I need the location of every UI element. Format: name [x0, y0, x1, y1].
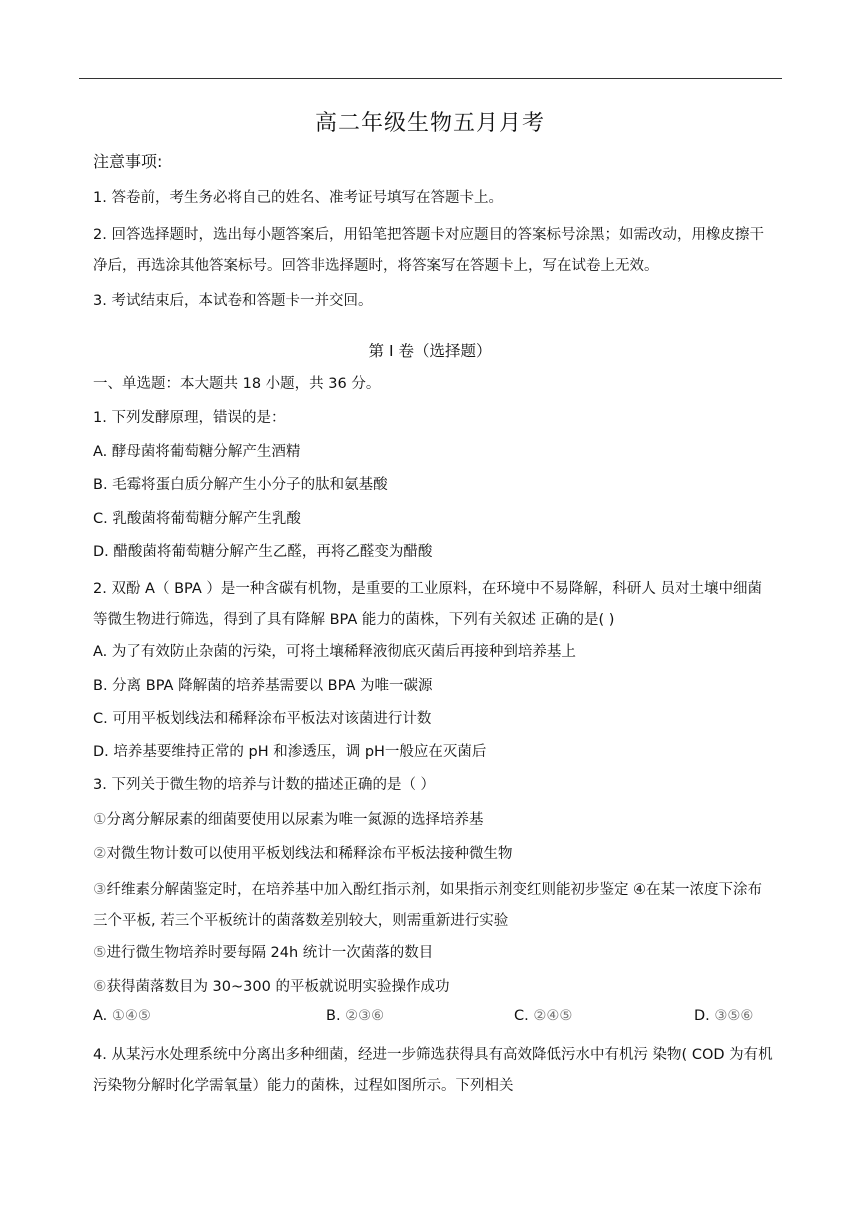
q1-option-c: C. 乳酸菌将葡萄糖分解产生乳酸	[93, 511, 301, 527]
notice-3: 3. 考试结束后，本试卷和答题卡一并交回。	[93, 293, 373, 309]
notice-2: 2. 回答选择题时，选出每小题答案后，用铅笔把答题卡对应题目的答案标号涂黑；如需改动，用橡皮擦干净后，再选涂其他答案标号。回答非选择题时，将答案写在答题卡上，写在试卷上无效。	[93, 227, 764, 274]
q3-item-1-text: 分离分解尿素的细菌要使用以尿素为唯一氮源的选择培养基	[106, 812, 484, 828]
q3-choice-b	[326, 1008, 384, 1024]
q2-option-b: B. 分离 BPA 降解菌的培养基需要以 BPA 为唯一碳源	[93, 678, 433, 694]
q3-choice-c	[514, 1008, 572, 1024]
q3-choice-a-value: ①④⑤	[111, 1008, 151, 1024]
q3-choice-a-label: A.	[93, 1008, 108, 1024]
notice-heading: 注意事项:	[93, 152, 163, 171]
q3-item-5-text: 进行微生物培养时要每隔 24h 统计一次菌落的数目	[106, 945, 434, 961]
q3-stem: 3. 下列关于微生物的培养与计数的描述正确的是（ ）	[93, 777, 436, 793]
q3-item-2-mark: ②	[93, 844, 107, 862]
q4-stem: 4. 从某污水处理系统中分离出多种细菌，经进一步筛选获得具有高效降低污水中有机污 染物( COD 为有机污染物分解时化学需氧量）能力的菌株，过程如图所示。下列相关	[93, 1047, 773, 1094]
q3-item-3-mark: ③	[93, 880, 107, 898]
q3-item-6-mark: ⑥	[93, 977, 107, 995]
q3-item-5	[93, 942, 433, 963]
q1-option-a: A. 酵母菌将葡萄糖分解产生酒精	[93, 444, 301, 460]
q2-option-d: D. 培养基要维持正常的 pH 和渗透压，调 pH一般应在灭菌后	[93, 744, 487, 760]
q3-item-3	[93, 874, 773, 937]
q3-choice-b-value: ②③⑥	[345, 1008, 385, 1024]
q3-item-2	[93, 843, 512, 864]
q3-item-1	[93, 809, 483, 830]
q3-item-3-text: 纤维素分解菌鉴定时，在培养基中加入酚红指示剂，如果指示剂变红则能初步鉴定 ④在某一浓度下涂布三个平板, 若三个平板统计的菌落数差别较大，则需重新进行实验	[93, 882, 763, 929]
notice-1: 1. 答卷前，考生务必将自己的姓名、准考证号填写在答题卡上。	[93, 190, 503, 206]
q3-choice-d-value: ③⑤⑥	[714, 1008, 754, 1024]
q2-option-a: A. 为了有效防止杂菌的污染，可将土壤稀释液彻底灭菌后再接种到培养基上	[93, 644, 576, 660]
q3-choice-c-value: ②④⑤	[533, 1008, 573, 1024]
q2-option-c: C. 可用平板划线法和稀释涂布平板法对该菌进行计数	[93, 711, 432, 727]
q3-item-6	[93, 976, 449, 997]
q3-choice-c-label: C.	[514, 1008, 529, 1024]
q1-option-b: B. 毛霉将蛋白质分解产生小分子的肽和氨基酸	[93, 477, 388, 493]
q3-item-1-mark: ①	[93, 810, 107, 828]
part-intro: 一、单选题：本大题共 18 小题，共 36 分。	[93, 376, 381, 392]
page-title: 高二年级生物五月月考	[314, 111, 545, 136]
q3-item-2-text: 对微生物计数可以使用平板划线法和稀释涂布平板法接种微生物	[106, 846, 513, 862]
q3-choice-d	[694, 1008, 753, 1024]
q3-choice-d-label: D.	[694, 1008, 710, 1024]
q3-item-5-mark: ⑤	[93, 943, 107, 961]
q3-choice-b-label: B.	[326, 1008, 341, 1024]
section-title: 第 I 卷（选择题）	[368, 342, 492, 360]
header-rule	[79, 78, 782, 79]
q2-stem: 2. 双酚 A（ BPA ）是一种含碳有机物，是重要的工业原料，在环境中不易降解，科研人 员对土壤中细菌等微生物进行筛选，得到了具有降解 BPA 能力的菌株，下列有关叙述 正确的是( )	[93, 581, 762, 628]
q1-option-d: D. 醋酸菌将葡萄糖分解产生乙醛，再将乙醛变为醋酸	[93, 544, 433, 560]
q3-item-6-text: 获得菌落数目为 30~300 的平板就说明实验操作成功	[106, 979, 450, 995]
q1-stem: 1. 下列发酵原理，错误的是：	[93, 410, 286, 426]
q3-choice-a	[93, 1008, 151, 1024]
